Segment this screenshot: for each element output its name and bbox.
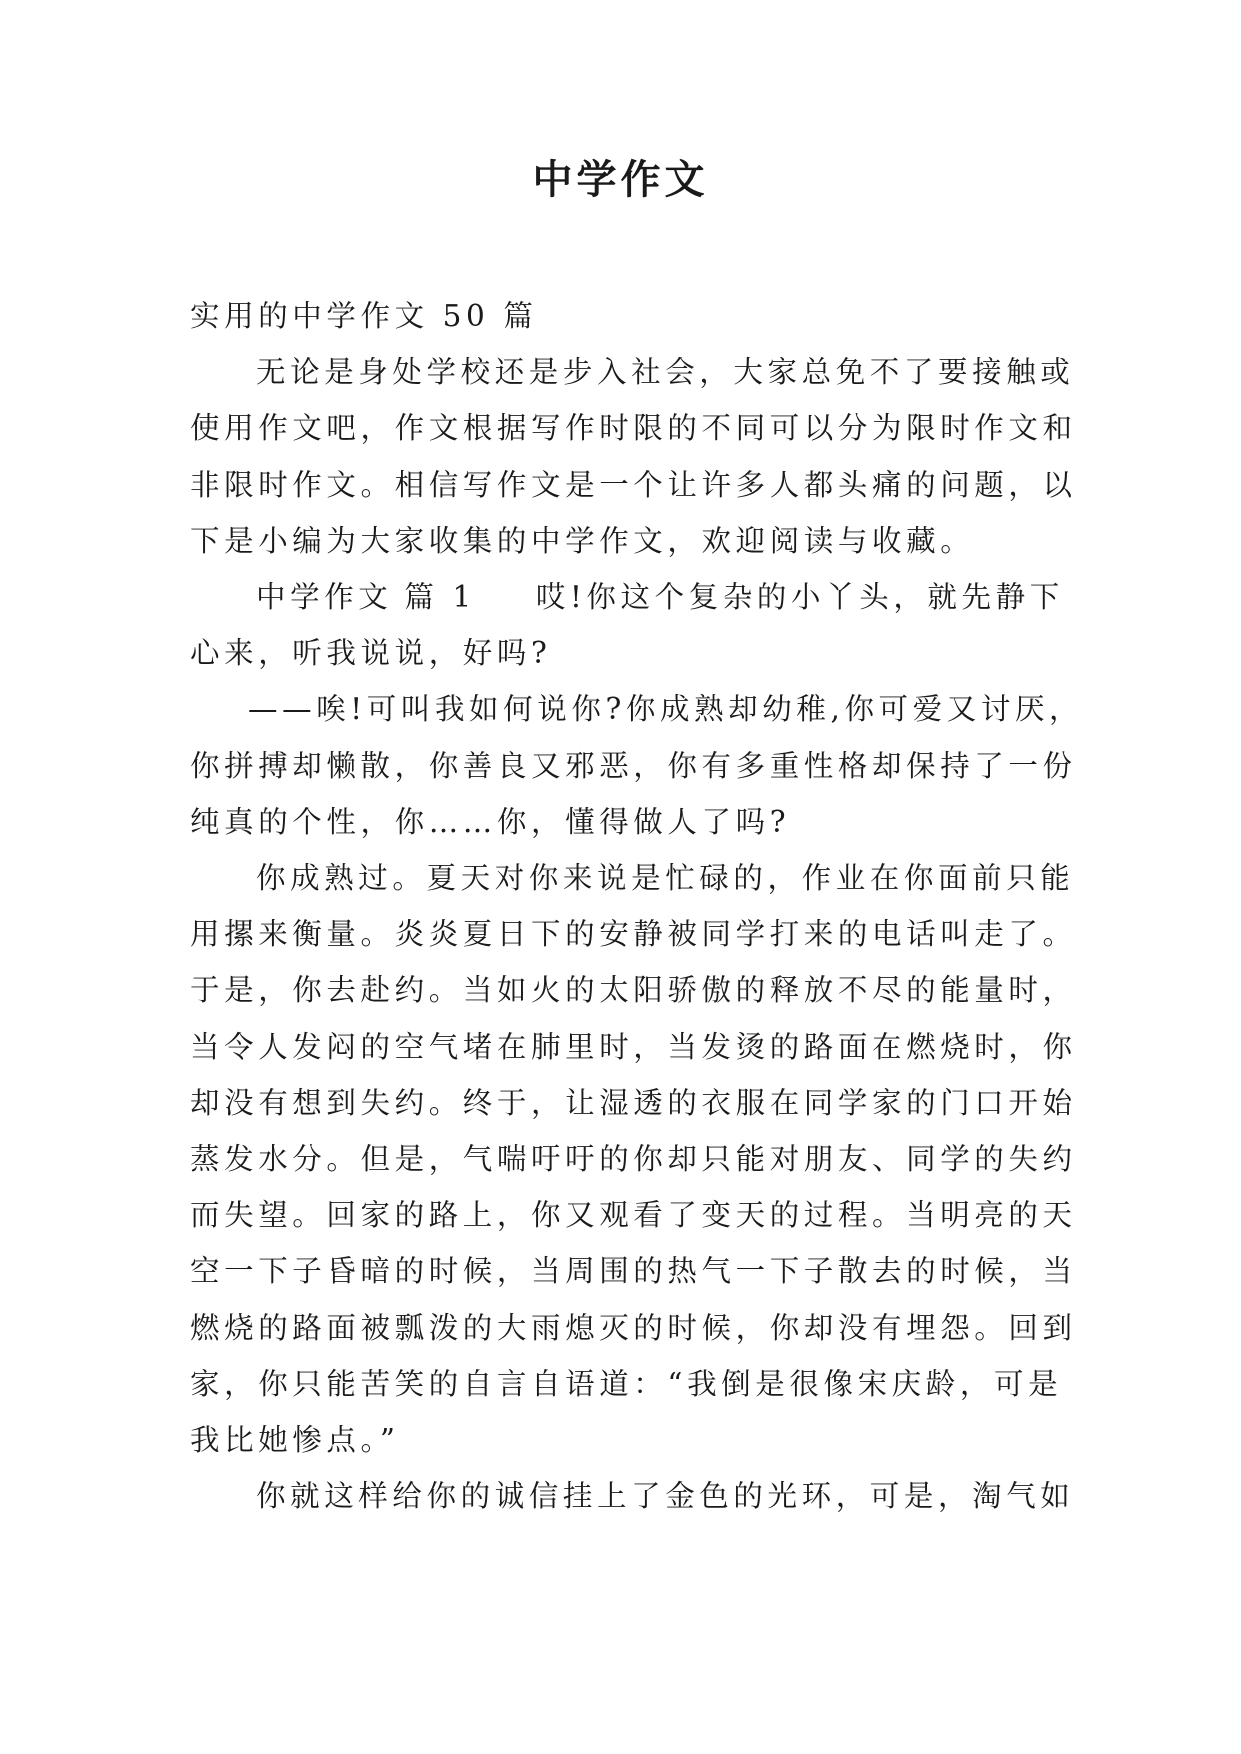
essay-heading-line [190,569,1064,625]
subtitle-line: 实用的中学作文 50 篇 [190,299,538,333]
paragraph-line: 空一下子昏暗的时候，当周围的热气一下子散去的时候，当 [190,1254,1077,1289]
essay-number: 篇 1 [404,580,476,615]
intro-line: 下是小编为大家收集的中学作文，欢迎阅读与收藏。 [190,523,975,558]
paragraph-line: 于是，你去赴约。当如火的太阳骄傲的释放不尽的能量时， [190,973,1077,1008]
essay-heading: 中学作文 [256,580,393,615]
document-title: 中学作文 [532,156,709,203]
intro-line: 无论是身处学校还是步入社会，大家总免不了要接触或 [256,355,1075,390]
paragraph-line: 家，你只能苦笑的自言自语道：“我倒是很像宋庆龄，可是 [190,1366,1063,1401]
paragraph-line: 用摞来衡量。炎炎夏日下的安静被同学打来的电话叫走了。 [190,917,1077,952]
paragraph-line: 蒸发水分。但是，气喘吁吁的你却只能对朋友、同学的失约 [190,1142,1077,1177]
paragraph-line: 我比她惨点。” [190,1423,400,1458]
intro-line: 非限时作文。相信写作文是一个让许多人都头痛的问题，以 [190,467,1077,502]
document-body [190,288,1084,1524]
paragraph-line: 你拼搏却懒散，你善良又邪恶，你有多重性格却保持了一份 [190,748,1077,783]
paragraph-line: 而失望。回家的路上，你又观看了变天的过程。当明亮的天 [190,1198,1077,1233]
paragraph-line: 当令人发闷的空气堵在肺里时，当发烫的路面在燃烧时，你 [190,1029,1077,1064]
essay-first-sentence: 哎!你这个复杂的小丫头，就先静下 [535,580,1064,615]
paragraph-line: 你就这样给你的诚信挂上了金色的光环，可是，淘气如 [256,1479,1075,1514]
intro-line: 使用作文吧，作文根据写作时限的不同可以分为限时作文和 [190,411,1077,446]
paragraph-line: 纯真的个性，你……你，懂得做人了吗? [190,804,791,839]
paragraph-line: 心来，听我说说，好吗? [190,636,552,671]
paragraph-line: 却没有想到失约。终于，让湿透的衣服在同学家的门口开始 [190,1085,1077,1120]
paragraph-line: 你成熟过。夏天对你来说是忙碌的，作业在你面前只能 [256,861,1075,896]
paragraph-line: 燃烧的路面被瓢泼的大雨熄灭的时候，你却没有埋怨。回到 [190,1310,1077,1345]
paragraph-line: ——唉!可叫我如何说你?你成熟却幼稚,你可爱又讨厌， [248,692,1084,727]
